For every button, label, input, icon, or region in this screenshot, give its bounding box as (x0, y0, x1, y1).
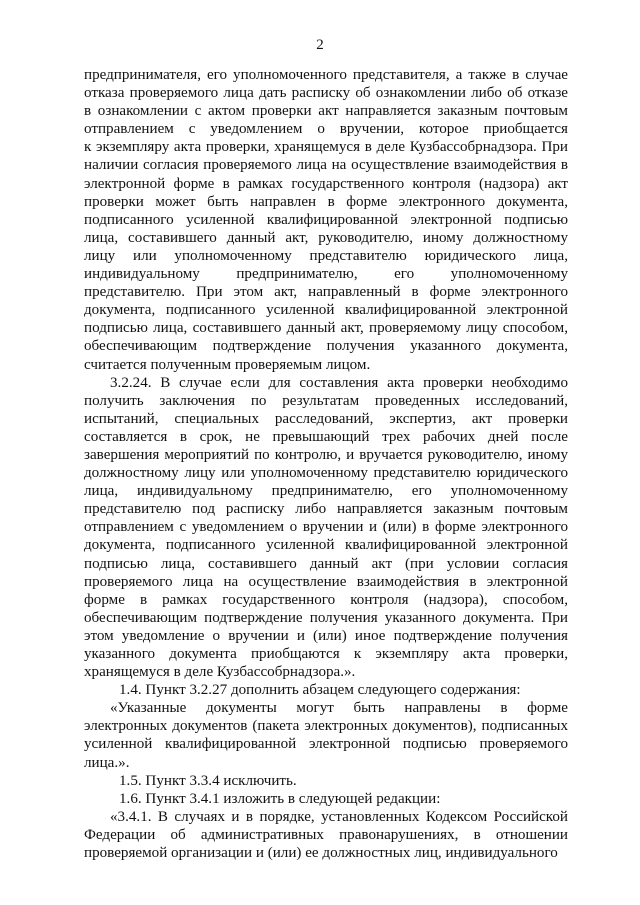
paragraph-p5 (84, 772, 568, 790)
text-line: в ознакомлении с актом проверки акт направляется заказным почтовым (84, 103, 568, 120)
text-line: составляется в срок, не превышающий трех рабочих дней после (84, 428, 568, 445)
text-line: 1.4. Пункт 3.2.27 дополнить абзацем следующего содержания: (119, 682, 521, 699)
text-line: электронных документов (пакета электронных документов), подписанных (84, 718, 568, 735)
page-number: 2 (316, 37, 324, 53)
paragraph-p1 (84, 66, 568, 374)
text-line: усиленной квалифицированной электронной подписью проверяемого (84, 736, 568, 753)
text-line: этом уведомление о вручении и (или) иное подтверждение получения (84, 627, 568, 644)
text-line: проверяемого лица на осуществление взаимодействия в электронной (84, 573, 568, 590)
text-line: проверки может быть направлен в форме электронного документа, (84, 193, 568, 210)
text-line: завершения мероприятий по контролю, и вручается руководителю, иному (84, 446, 568, 463)
paragraph-p4 (84, 699, 568, 771)
text-line: отправлением с уведомлением о вручении и (или) в форме электронного (84, 519, 568, 536)
text-line: получить заключения по результатам проведенных исследований, (84, 392, 568, 409)
text-line: 3.2.24. В случае если для составления акта проверки необходимо (110, 374, 568, 391)
text-line: отказа проверяемого лица дать расписку об ознакомлении либо об отказе (84, 85, 568, 102)
text-line: к экземпляру акта проверки, хранящемуся в деле Кузбассобрнадзора. При (84, 139, 568, 156)
text-line: форме в рамках государственного контроля (надзора), способом, (84, 591, 568, 608)
text-line: проверяемой организации и (или) ее должностных лиц, индивидуального (84, 845, 558, 862)
text-line: индивидуальному предпринимателю, его уполномоченному (84, 266, 568, 283)
text-line: представителю под расписку либо направляется заказным почтовым (84, 501, 568, 518)
text-line: предпринимателя, его уполномоченного представителя, а также в случае (84, 67, 568, 83)
text-line: «Указанные документы могут быть направлены в форме (110, 700, 568, 717)
text-line: Федерации об административных правонарушениях, в отношении (84, 826, 568, 843)
text-line: документа, подписанного усиленной квалифицированной электронной (84, 302, 568, 319)
paragraph-p6 (84, 790, 568, 808)
text-line: «3.4.1. В случаях и в порядке, установленных Кодексом Российской (110, 808, 568, 825)
text-line: считается полученным проверяемым лицом. (84, 356, 371, 373)
text-line: лица, индивидуальному предпринимателю, его уполномоченному (84, 483, 568, 500)
text-line: указанного документа приобщаются к экземпляру акта проверки, (84, 646, 568, 662)
text-line: обеспечивающим подтверждение получения указанного документа, (84, 338, 568, 355)
text-line: подписью лица, составившего данный акт (при условии согласия (84, 555, 568, 572)
text-line: обеспечивающим подтверждение получения указанного документа. При (84, 609, 568, 626)
text-line: должностному лицу или уполномоченному представителю юридического (84, 465, 568, 482)
text-line: представителю. При этом акт, направленный в форме электронного (84, 284, 568, 301)
text-line: документа, подписанного усиленной квалифицированной электронной (84, 537, 568, 554)
text-line: отправлением с уведомлением о вручении, которое приобщается (84, 121, 568, 138)
paragraph-p3 (84, 681, 568, 699)
text-line: лица, составившего данный акт, руководителю, иному должностному (84, 229, 568, 246)
paragraph-p2 (84, 374, 568, 682)
text-line: лицу или уполномоченному представителю юридического лица, (84, 247, 568, 264)
text-line: испытаний, специальных расследований, экспертиз, акт проверки (84, 410, 568, 427)
text-line: хранящемуся в деле Кузбассобрнадзора.». (84, 664, 356, 681)
text-line: наличии согласия проверяемого лица на осуществление взаимодействия в (84, 157, 568, 174)
text-line: подписанного усиленной квалифицированной электронной подписью (84, 211, 568, 228)
text-line: электронной форме в рамках государственного контроля (надзора) акт (84, 175, 568, 192)
text-line: подписью лица, составившего данный акт, проверяемому лицу способом, (84, 320, 568, 337)
text-line: лица.». (84, 754, 130, 771)
text-line: 1.6. Пункт 3.4.1 изложить в следующей редакции: (119, 790, 441, 807)
text-line: 1.5. Пункт 3.3.4 исключить. (119, 772, 297, 789)
paragraph-p7 (84, 808, 568, 862)
document-body (84, 66, 568, 862)
